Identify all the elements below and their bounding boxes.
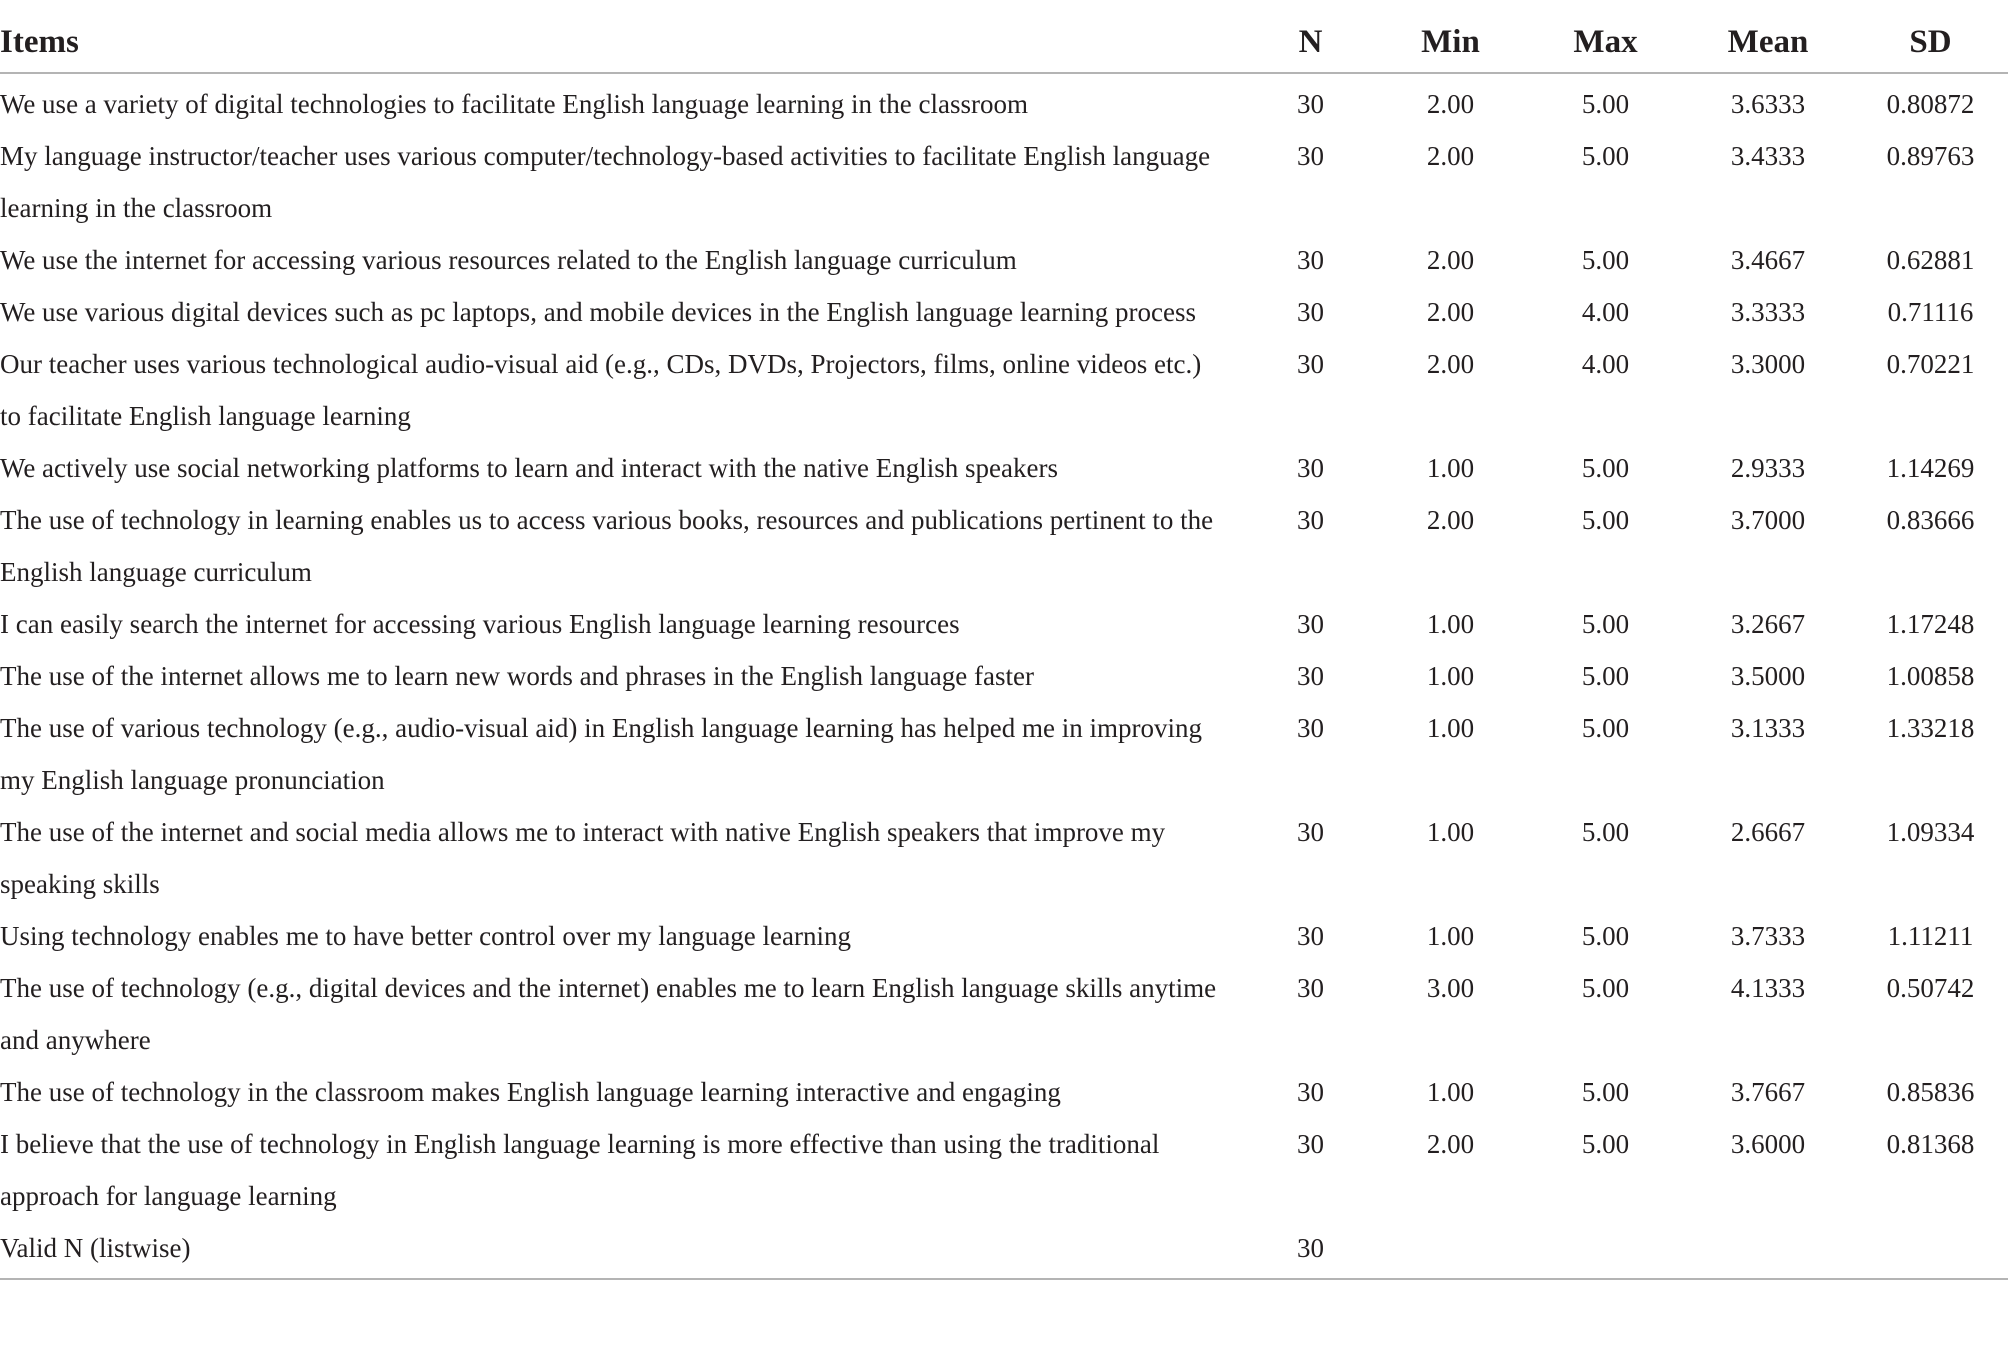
cell-max: 4.00 — [1581, 297, 1630, 327]
cell-max — [1528, 1222, 1683, 1279]
item-text: Valid N (listwise) — [0, 1222, 1248, 1279]
item-text: The use of technology in learning enables us to access various books, resources and publications pertinent to the English language curriculum — [0, 505, 1214, 587]
cell-sd: 1.14269 — [1886, 453, 1975, 483]
header-sd: SD — [1853, 12, 2008, 73]
item-text: Our teacher uses various technological audio-visual aid (e.g., CDs, DVDs, Projectors, films, online videos etc.) to facilitate English language learning — [0, 349, 1202, 431]
table-row — [0, 73, 2008, 130]
cell-sd: 0.80872 — [1886, 89, 1975, 119]
cell-min: 2.00 — [1426, 245, 1475, 275]
table-row — [0, 234, 2008, 286]
cell-sd: 1.11211 — [1887, 921, 1974, 951]
table-row — [0, 650, 2008, 702]
cell-max: 5.00 — [1581, 921, 1630, 951]
cell-mean: 3.5000 — [1730, 661, 1806, 691]
item-text: The use of various technology (e.g., audio-visual aid) in English language learning has helped me in improving my English language pronunciation — [0, 713, 1202, 795]
table-row — [0, 286, 2008, 338]
cell-sd: 0.70221 — [1886, 349, 1975, 379]
cell-n: 30 — [1297, 141, 1324, 171]
table-row — [0, 962, 2008, 1066]
cell-mean: 2.9333 — [1730, 453, 1806, 483]
item-text: We use the internet for accessing various resources related to the English language curriculum — [0, 245, 1017, 275]
cell-mean — [1683, 1222, 1853, 1279]
cell-n: 30 — [1297, 453, 1324, 483]
cell-n: 30 — [1297, 817, 1324, 847]
cell-n: 30 — [1297, 713, 1324, 743]
cell-mean: 3.3000 — [1730, 349, 1806, 379]
cell-min: 2.00 — [1426, 505, 1475, 535]
cell-max: 4.00 — [1581, 349, 1630, 379]
header-row — [0, 12, 2008, 73]
cell-max: 5.00 — [1581, 505, 1630, 535]
cell-max: 5.00 — [1581, 661, 1630, 691]
item-text: We use a variety of digital technologies to facilitate English language learning in the classroom — [0, 89, 1029, 119]
item-text: The use of the internet and social media allows me to interact with native English speakers that improve my speaking skills — [0, 817, 1166, 899]
cell-min: 1.00 — [1426, 453, 1475, 483]
table-row — [0, 494, 2008, 598]
table-row — [0, 598, 2008, 650]
table-row — [0, 1118, 2008, 1222]
cell-min: 1.00 — [1426, 817, 1475, 847]
cell-max: 5.00 — [1581, 453, 1630, 483]
table-row — [0, 130, 2008, 234]
item-text: Using technology enables me to have better control over my language learning — [0, 921, 851, 951]
table-row — [0, 338, 2008, 442]
table-row — [0, 806, 2008, 910]
cell-sd: 1.09334 — [1886, 817, 1975, 847]
header-min: Min — [1373, 12, 1528, 73]
cell-max: 5.00 — [1581, 1077, 1630, 1107]
table-row — [0, 910, 2008, 962]
cell-sd: 0.50742 — [1886, 973, 1975, 1003]
cell-min: 2.00 — [1426, 297, 1475, 327]
cell-sd: 1.00858 — [1886, 661, 1975, 691]
cell-sd: 1.17248 — [1886, 609, 1975, 639]
header-mean: Mean — [1683, 12, 1853, 73]
cell-max: 5.00 — [1581, 609, 1630, 639]
cell-max: 5.00 — [1581, 1129, 1630, 1159]
cell-mean: 3.7667 — [1730, 1077, 1806, 1107]
cell-n: 30 — [1297, 1077, 1324, 1107]
cell-mean: 3.6000 — [1730, 1129, 1806, 1159]
cell-sd: 1.33218 — [1886, 713, 1975, 743]
item-text: The use of technology (e.g., digital devices and the internet) enables me to learn English language skills anytime and anywhere — [0, 973, 1217, 1055]
cell-sd: 0.85836 — [1886, 1077, 1975, 1107]
cell-min: 2.00 — [1426, 141, 1475, 171]
cell-max: 5.00 — [1581, 817, 1630, 847]
item-text: We actively use social networking platforms to learn and interact with the native English speakers — [0, 453, 1058, 483]
cell-mean: 3.7333 — [1730, 921, 1806, 951]
cell-n: 30 — [1297, 1129, 1324, 1159]
cell-mean: 3.4667 — [1730, 245, 1806, 275]
cell-n: 30 — [1297, 661, 1324, 691]
cell-n: 30 — [1248, 1222, 1373, 1279]
cell-n: 30 — [1297, 609, 1324, 639]
cell-sd: 0.81368 — [1886, 1129, 1975, 1159]
cell-max: 5.00 — [1581, 713, 1630, 743]
table-row — [0, 702, 2008, 806]
cell-mean: 3.7000 — [1730, 505, 1806, 535]
table-row — [0, 1222, 2008, 1279]
cell-sd — [1853, 1222, 2008, 1279]
cell-mean: 3.4333 — [1730, 141, 1806, 171]
header-max: Max — [1528, 12, 1683, 73]
table-row — [0, 1066, 2008, 1118]
table-body — [0, 73, 2008, 1279]
cell-min: 2.00 — [1426, 89, 1475, 119]
cell-min: 1.00 — [1426, 661, 1475, 691]
table-header — [0, 12, 2008, 73]
item-text: I can easily search the internet for accessing various English language learning resources — [0, 609, 960, 639]
cell-min: 1.00 — [1426, 1077, 1475, 1107]
cell-min: 2.00 — [1426, 349, 1475, 379]
item-text: The use of technology in the classroom makes English language learning interactive and engaging — [0, 1077, 1061, 1107]
cell-n: 30 — [1297, 245, 1324, 275]
cell-min — [1373, 1222, 1528, 1279]
header-n: N — [1248, 12, 1373, 73]
cell-n: 30 — [1297, 505, 1324, 535]
cell-mean: 2.6667 — [1730, 817, 1806, 847]
item-text: We use various digital devices such as pc laptops, and mobile devices in the English language learning process — [0, 297, 1197, 327]
cell-n: 30 — [1297, 297, 1324, 327]
cell-mean: 3.6333 — [1730, 89, 1806, 119]
cell-n: 30 — [1297, 89, 1324, 119]
cell-sd: 0.83666 — [1886, 505, 1975, 535]
cell-n: 30 — [1297, 973, 1324, 1003]
cell-min: 2.00 — [1426, 1129, 1475, 1159]
item-text: The use of the internet allows me to learn new words and phrases in the English language faster — [0, 661, 1034, 691]
cell-max: 5.00 — [1581, 89, 1630, 119]
cell-mean: 4.1333 — [1730, 973, 1806, 1003]
cell-sd: 0.71116 — [1887, 297, 1974, 327]
cell-min: 3.00 — [1426, 973, 1475, 1003]
table-row — [0, 442, 2008, 494]
cell-n: 30 — [1297, 921, 1324, 951]
cell-sd: 0.89763 — [1886, 141, 1975, 171]
cell-min: 1.00 — [1426, 921, 1475, 951]
cell-mean: 3.1333 — [1730, 713, 1806, 743]
item-text: I believe that the use of technology in English language learning is more effective than using the traditional approach for language learning — [0, 1129, 1160, 1211]
cell-min: 1.00 — [1426, 713, 1475, 743]
item-text: My language instructor/teacher uses various computer/technology-based activities to facilitate English language learning in the classroom — [0, 141, 1211, 223]
cell-max: 5.00 — [1581, 245, 1630, 275]
cell-n: 30 — [1297, 349, 1324, 379]
cell-max: 5.00 — [1581, 973, 1630, 1003]
descriptive-statistics-table — [0, 12, 2008, 1280]
header-items: Items — [0, 12, 1248, 73]
cell-mean: 3.3333 — [1730, 297, 1806, 327]
cell-min: 1.00 — [1426, 609, 1475, 639]
cell-sd: 0.62881 — [1886, 245, 1975, 275]
cell-max: 5.00 — [1581, 141, 1630, 171]
cell-mean: 3.2667 — [1730, 609, 1806, 639]
